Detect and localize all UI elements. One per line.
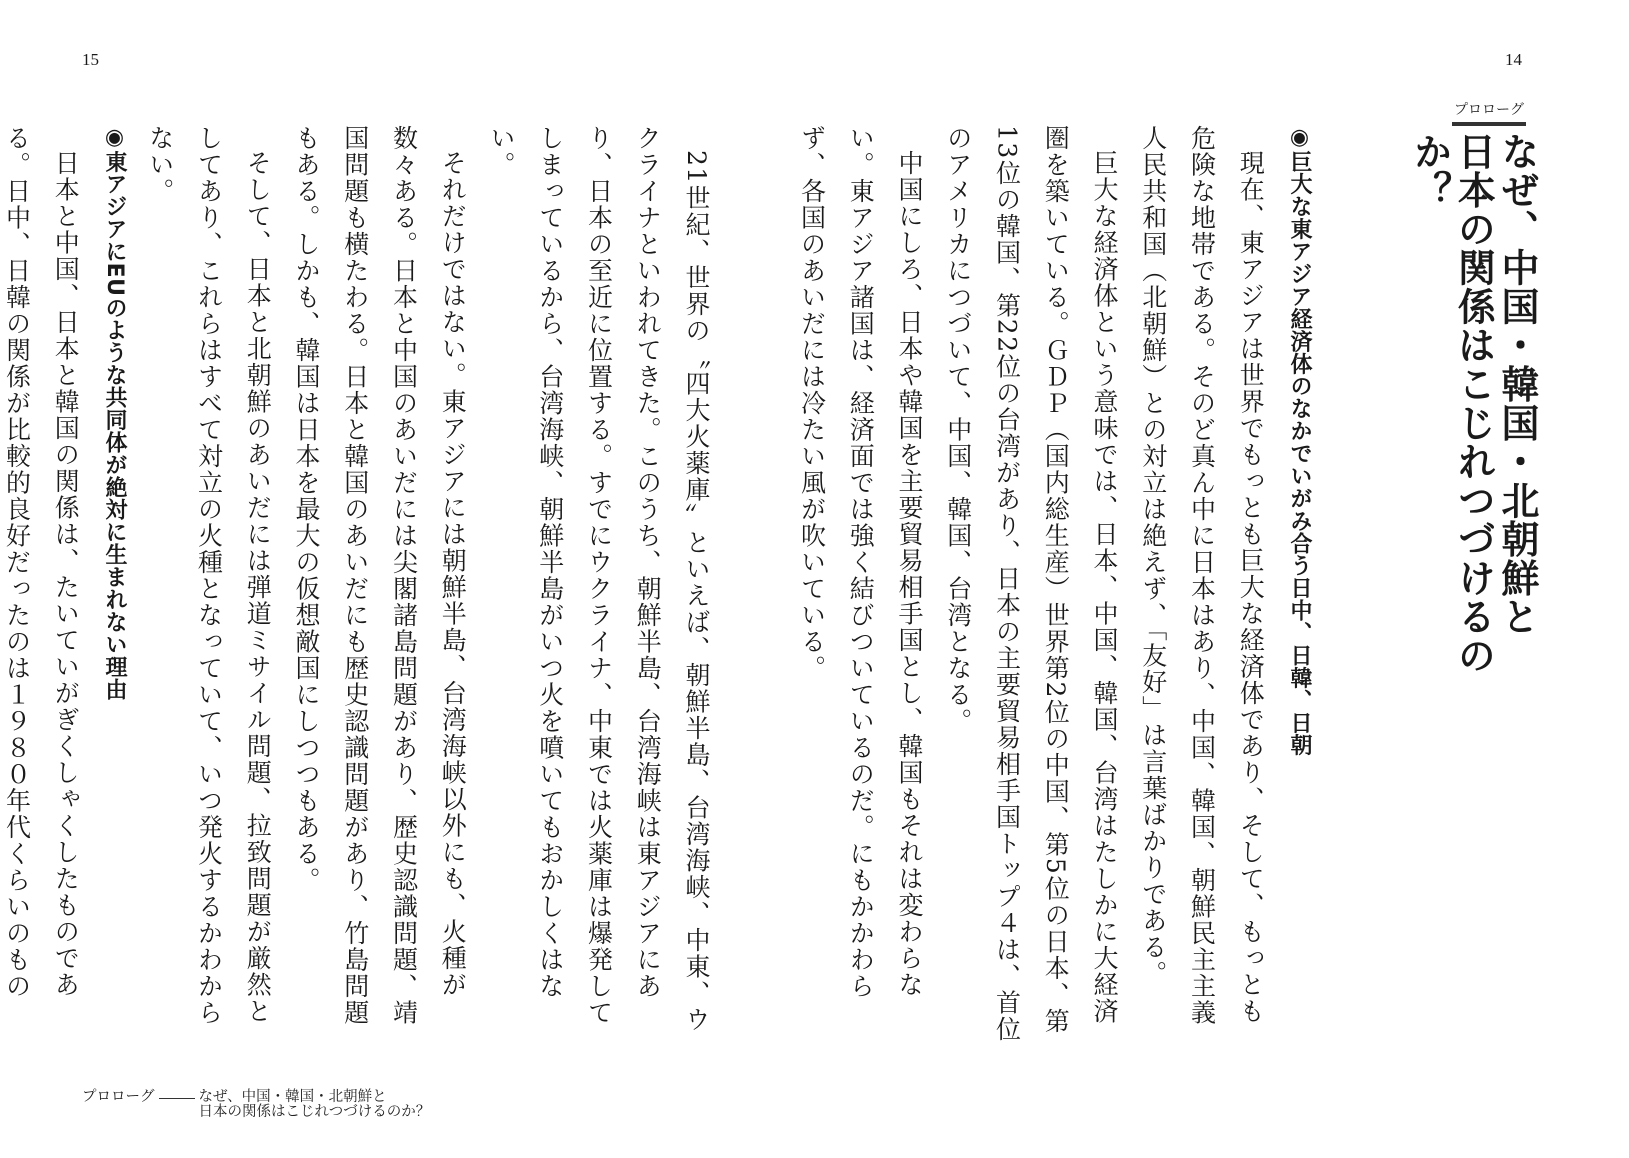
paragraph: 21世紀、世界の〝四大火薬庫〟といえば、朝鮮半島、台湾海峡、中東、ウクライナといわれてきた。このうち、朝鮮半島、台湾海峡は東アジアにあり、日本の至近に位置する。すでにウクライナ、中東では火薬庫は爆発してしまっているから、台湾海峡、朝鮮半島がいつ火を噴いてもおかしくはない。: [487, 125, 711, 1033]
title-rule: [1452, 122, 1526, 126]
footer-label: プロローグ: [82, 1089, 155, 1105]
section-heading-left: ◉東アジアにEUのような共同体が絶対に生まれない理由: [102, 125, 127, 701]
paragraph: 巨大な経済体という意味では、日本、中国、韓国、台湾はたしかに大経済圏を築いている。ＧＤＰ（国内総生産）世界第2位の中国、第5位の日本、第13位の韓国、第22位の台湾があり、日本の主要貿易相手国トップ４は、首位のアメリカにつづいて、中国、韓国、台湾となる。: [943, 125, 1119, 1043]
paragraph: そして、日本と北朝鮮のあいだには弾道ミサイル問題、拉致問題が厳然としてあり、これらはすべて対立の火種となっていて、いつ発火するかわからない。: [145, 125, 273, 1026]
chapter-title-line-2: 日本の関係はこじれつづけるのか？: [1407, 132, 1496, 675]
section-heading-right: ◉巨大な東アジア経済体のなかでいがみ合う日中、日韓、日朝: [1287, 125, 1312, 757]
chapter-title-line-1: なぜ、中国・韓国・北朝鮮と: [1495, 132, 1539, 636]
right-page-body: [797, 125, 1320, 1045]
footer-dash: [159, 1098, 195, 1099]
paragraph: 日本と中国、日本と韓国の関係は、たいていがぎくしゃくしたものである。日中、日韓の関係が比較的良好だったのは１９８０年代くらいのもの: [2, 125, 81, 1000]
paragraph: それだけではない。東アジアには朝鮮半島、台湾海峡以外にも、火種が数々ある。日本と中国のあいだには尖閣諸島問題があり、歴史認識問題、靖国問題も横たわる。日本と韓国のあいだにも歴史認識問題があり、竹島問題もある。しかも、韓国は日本を最大の仮想敵国にしつつもある。: [292, 125, 468, 1026]
prologue-label: プロローグ: [1454, 102, 1524, 118]
chapter-title: [1407, 132, 1539, 692]
running-footer: [82, 1090, 430, 1120]
left-page-body: [2, 125, 720, 1045]
footer-title-line-2: 日本の関係はこじれつづけるのか？: [198, 1104, 431, 1121]
footer-title: [199, 1090, 431, 1120]
page-number-right: 14: [1505, 50, 1522, 69]
footer-title-line-1: なぜ、中国・韓国・北朝鮮と: [198, 1089, 387, 1105]
paragraph: 中国にしろ、日本や韓国を主要貿易相手国とし、韓国もそれは変わらない。東アジア諸国は、経済面では強く結びついているのだ。にもかかわらず、各国のあいだには冷たい風が吹いている。: [797, 125, 924, 1000]
paragraph: 現在、東アジアは世界でもっとも巨大な経済体であり、そして、もっとも危険な地帯である。そのど真ん中に日本はあり、中国、韓国、朝鮮民主主義人民共和国（北朝鮮）との対立は絶えず、「友好」は言葉ばかりである。: [1138, 125, 1266, 1026]
page-number-left: 15: [82, 50, 99, 69]
